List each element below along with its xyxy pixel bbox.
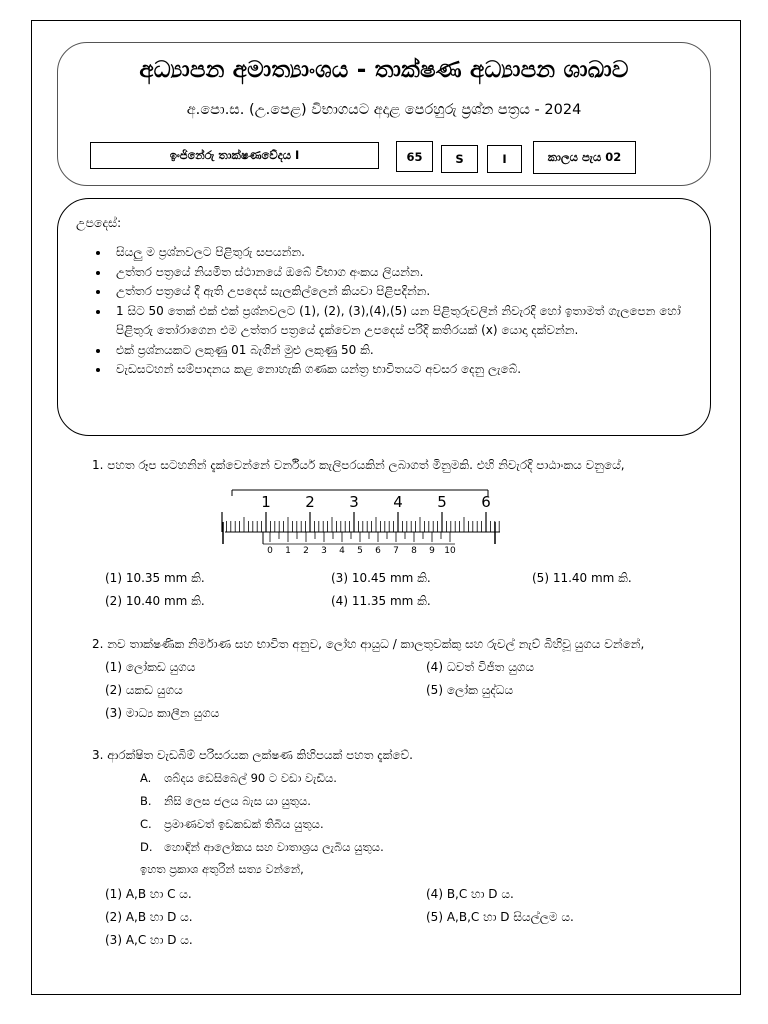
main-scale-label: 5 [437,493,447,511]
q1-option-5: (5) 11.40 mm කි. [532,571,632,585]
instruction-item: • වැඩසටහන් සම්පාදනය කළ නොහැකි ගණක යන්ත්‍ර භාවිතයට අවසර දෙනු ලැබේ. [110,360,700,380]
q2-option-1: (1) ලෝකඩ යුගය [105,660,196,674]
vernier-label: 9 [429,546,435,556]
question-3-text: 3. ආරක්ෂිත වැඩබිම් පරිසරයක ලක්ෂණ කිහිපයක් පහත දැක්වේ. [92,748,413,762]
subject-code-box: 65 [396,141,433,172]
vernier-label: 1 [285,546,291,556]
instructions-title: උපදෙස්: [76,215,122,230]
q3-statement-text: නිසි ලෙස ජලය බැස යා යුතුය. [164,794,311,808]
question-2-text: 2. නව තාක්ෂණික නිර්මාණ සහ භාවිත අනුව, ලෝහ ආයුධ / කාලතුවක්කු සහ රුවල් නැව් බිහිවූ යුගය වන්නේ, [92,637,645,651]
q1-option-3: (3) 10.45 mm කි. [331,571,431,585]
q1-option-1: (1) 10.35 mm කි. [105,571,205,585]
q3-option-5: (5) A,B,C හා D සියල්ලම ය. [426,910,574,924]
instructions-list [98,243,700,380]
q3-statement-label: D. [140,840,153,854]
q3-option-2: (2) A,B හා D ය. [105,910,193,924]
q2-option-5: (5) ලෝක යුද්ධය [426,683,514,697]
main-scale-label: 3 [349,493,359,511]
q3-prompt: ඉහත ප්‍රකාශ අතුරින් සත්‍ය වන්නේ, [140,862,304,876]
q3-option-1: (1) A,B හා C ය. [105,887,192,901]
q3-statement-label: B. [140,794,152,808]
vernier-label: 0 [267,546,273,556]
q3-statement-text: ශබ්දය ඩෙසිබෙල් 90 ට වඩා වැඩිය. [164,771,337,785]
vernier-scale [263,532,455,544]
part-box: S [441,145,478,173]
q3-statement-label: C. [140,817,152,831]
main-scale-label: 2 [305,493,315,511]
instruction-item: • සියලු ම ප්‍රශ්නවලට පිළිතුරු සපයන්න. [110,243,700,263]
instruction-item: • උත්තර පත්‍රයේ දී ඇති උපදෙස් සැලකිල්ලෙන් කියවා පිළිපදින්න. [110,282,700,302]
q2-option-2: (2) යකඩ යුගය [105,683,183,697]
paper-box: I [487,145,522,173]
instruction-item: • 1 සිට 50 තෙක් එක් එක් ප්‍රශ්නවලට (1), (2), (3),(4),(5) යන පිළිතුරුවලින් නිවැරදි හෝ ඉතාමත් ගැලපෙන හෝ පිළිතුරු තෝරාගෙන එම උත්තර පත්‍රයේ දැක්වෙන උපදෙස් පරිදි කතිරයක් (x) යොදා දක්වන්න. [110,302,700,341]
q2-option-3: (3) මාධ්‍ය කාලීන යුගය [105,706,220,720]
main-scale-label: 4 [393,493,403,511]
subject-box: ඉංජිනේරු තාක්ෂණවේදය I [90,142,379,169]
vernier-label: 4 [339,546,345,556]
vernier-label: 10 [444,546,456,556]
q3-statement-label: A. [140,771,152,785]
q2-option-4: (4) ධවත් විජිත යුගය [426,660,535,674]
vernier-label: 8 [411,546,417,556]
vernier-label: 6 [375,546,381,556]
q1-option-2: (2) 10.40 mm කි. [105,594,205,608]
q3-statement-text: හොඳින් ආලෝකය සහ වාතාශ්‍රය ලැබිය යුතුය. [164,840,384,854]
main-scale-label: 1 [261,493,271,511]
q1-option-4: (4) 11.35 mm කි. [331,594,431,608]
vernier-label: 7 [393,546,399,556]
instruction-item: • උත්තර පත්‍රයේ නියමිත ස්ථානයේ ඔබේ විභාග අංකය ලියන්න. [110,263,700,283]
vernier-label: 3 [321,546,327,556]
vernier-caliper-diagram [215,484,505,560]
instructions-box [57,198,711,436]
vernier-label: 2 [303,546,309,556]
duration-box: කාලය පැය 02 [533,141,636,174]
main-scale-label: 6 [481,493,491,511]
page-subtitle: අ.පො.ස. (උ.පෙළ) විභාගයට අදාළ පෙරහුරු ප්‍රශ්න පත්‍රය - 2024 [186,102,582,118]
question-1-text: 1. පහත රූප සටහනින් දැක්වෙන්නේ වර්නියර් කැලිපරයකින් ලබාගත් මිනුමකි. එහි නිවැරදි පාඨාංකය වනුයේ, [92,458,625,472]
q3-option-4: (4) B,C හා D ය. [426,887,514,901]
q3-option-3: (3) A,C හා D ය. [105,933,193,947]
instruction-item: • එක් ප්‍රශ්නයකට ලකුණු 01 බැගින් මුළු ලකුණු 50 කි. [110,341,700,361]
vernier-label: 5 [357,546,363,556]
q3-statement-text: ප්‍රමාණවත් ඉඩකඩක් තිබිය යුතුය. [164,817,324,831]
page-title: අධ්‍යාපන අමාත්‍යාංශය - තාක්ෂණ අධ්‍යාපන ශාඛාව [139,57,629,83]
